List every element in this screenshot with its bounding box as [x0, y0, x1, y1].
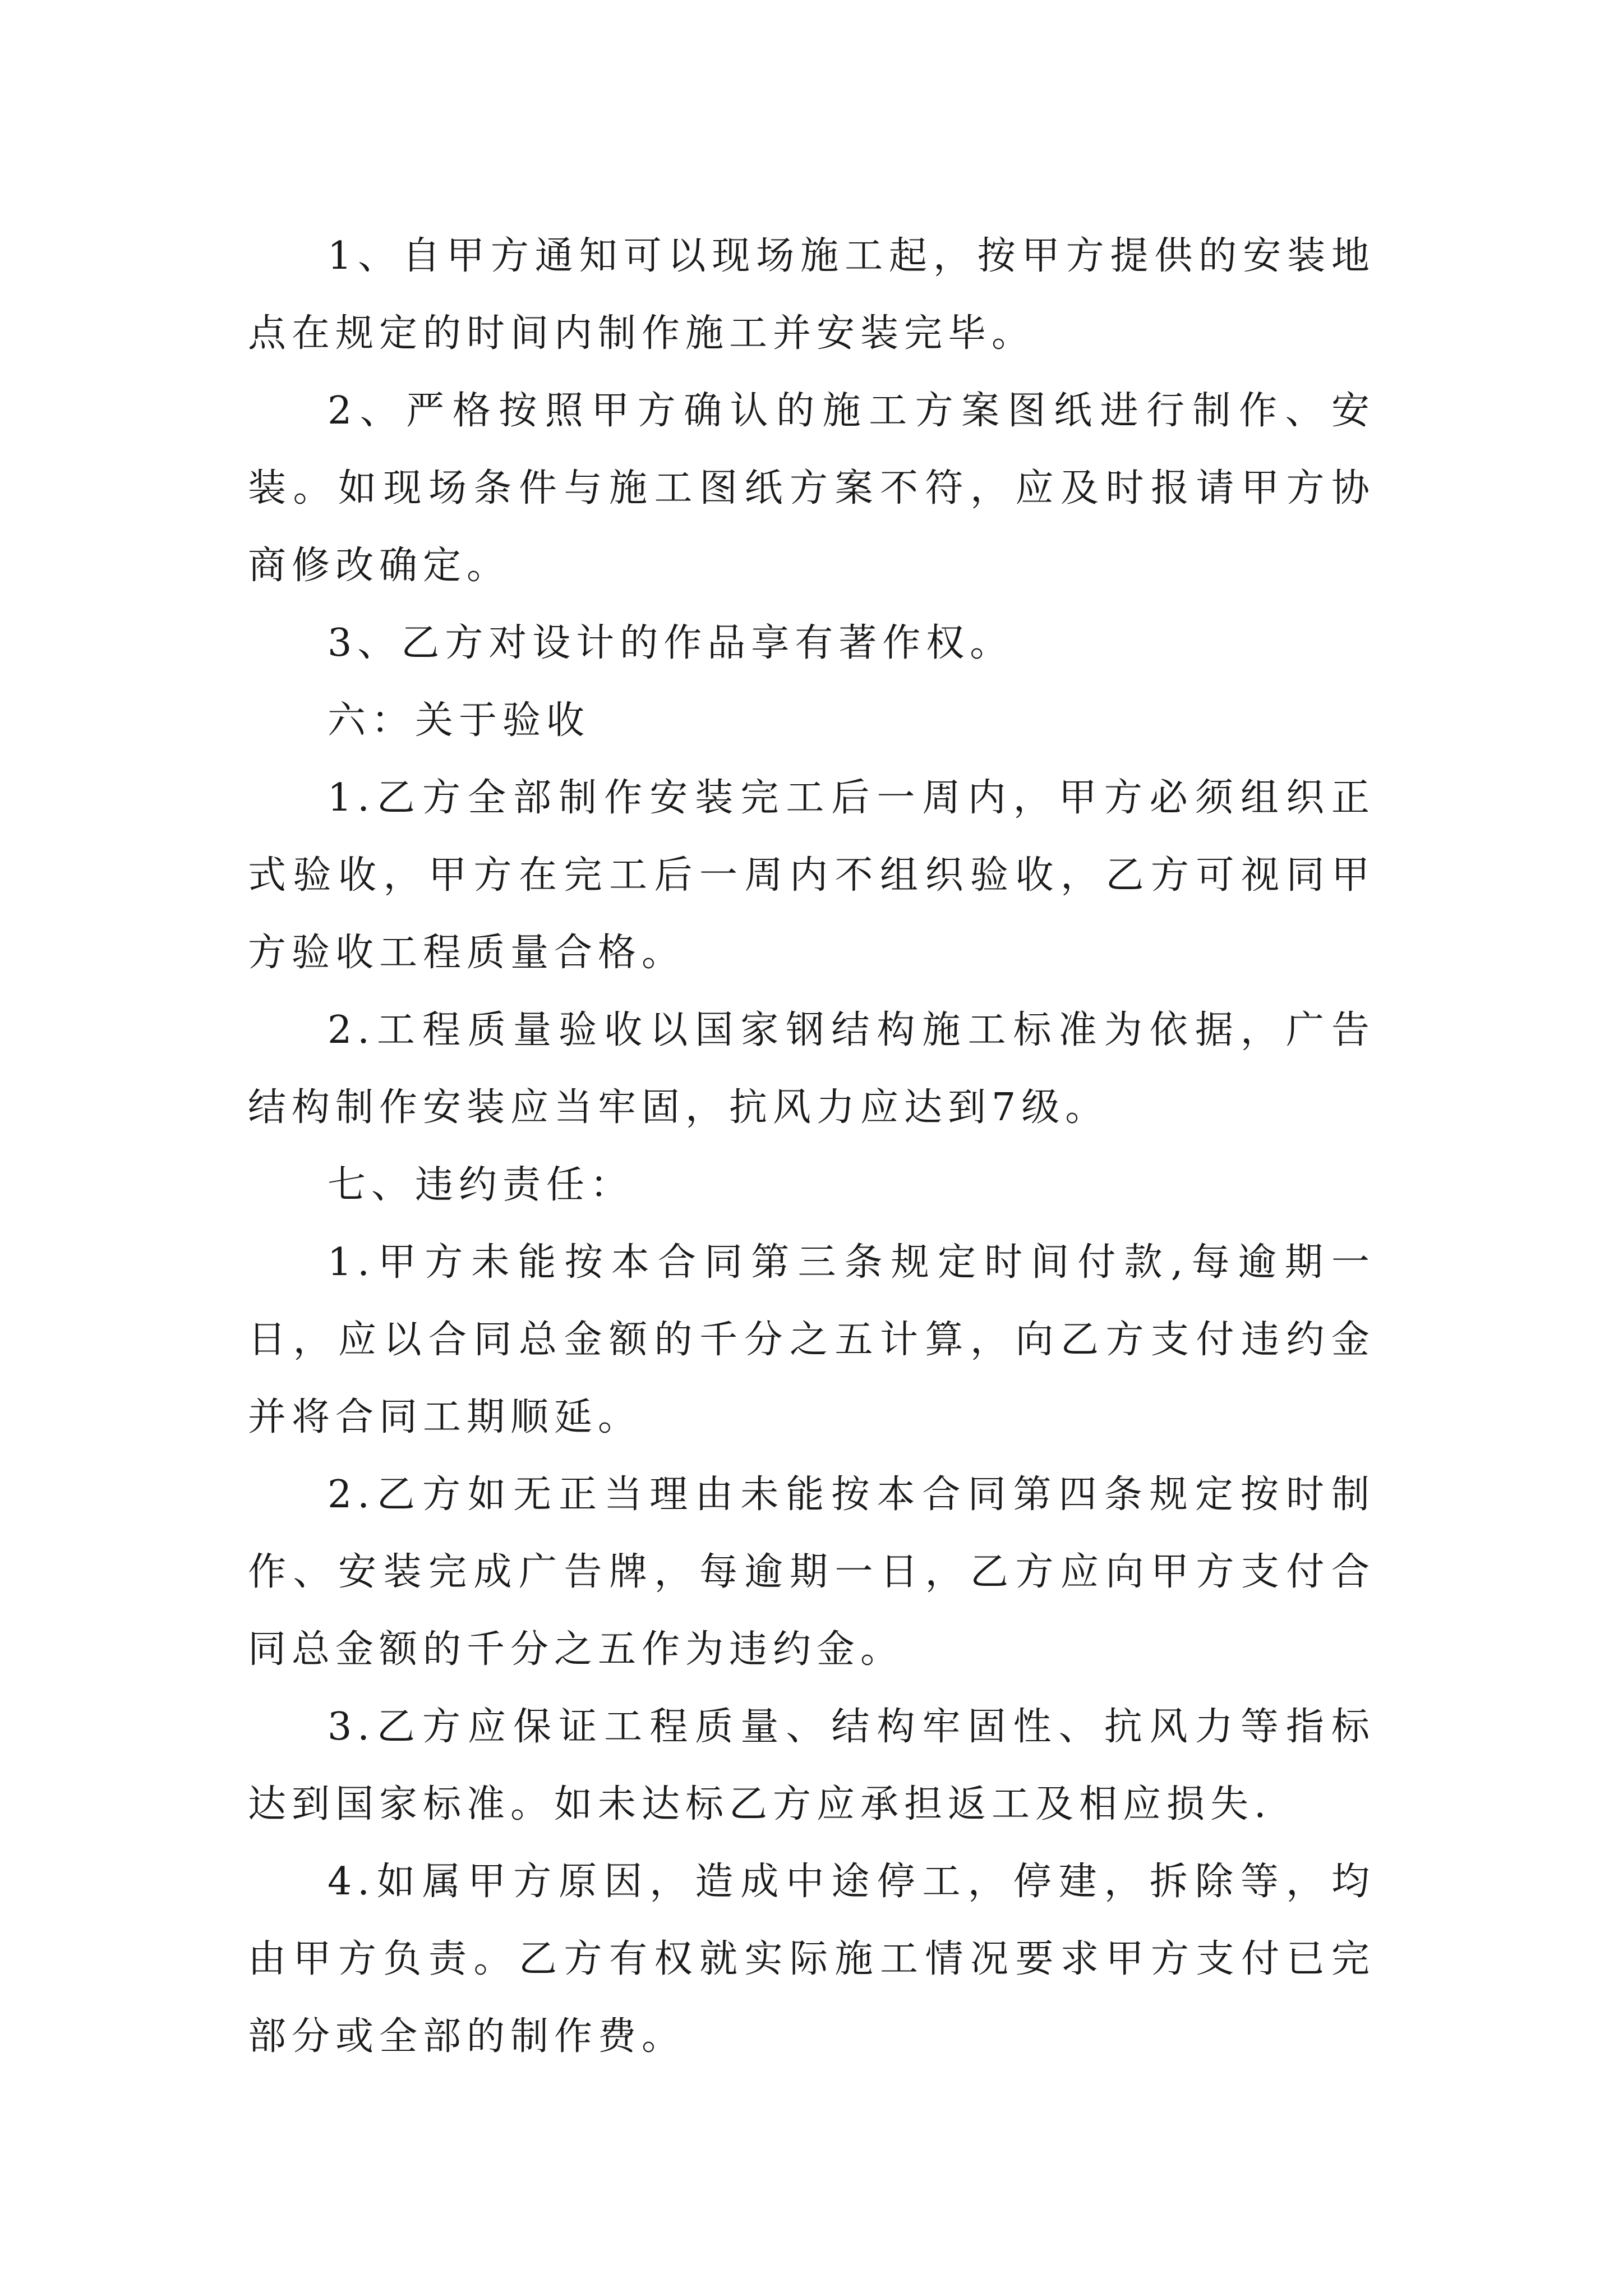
section-heading-acceptance: 六：关于验收 — [328, 698, 591, 743]
section-heading-liability: 七、违约责任： — [328, 1163, 634, 1207]
document-page — [248, 218, 1375, 2076]
paragraph-liability-2: 2.乙方如无正当理由未能按本合同第四条规定按时制作、安装完成广告牌，每逾期一日，乙方应向甲方支付合同总金额的千分之五作为违约金。 — [248, 1473, 1375, 1672]
paragraph-copyright: 3、乙方对设计的作品享有著作权。 — [328, 621, 1014, 665]
paragraph-install-plan: 2、严格按照甲方确认的施工方案图纸进行制作、安装。如现场条件与施工图纸方案不符，应及时报请甲方协商修改确定。 — [248, 389, 1375, 588]
paragraph-install-timeline: 1、自甲方通知可以现场施工起，按甲方提供的安装地点在规定的时间内制作施工并安装完毕。 — [248, 234, 1375, 356]
paragraph-acceptance-2: 2.工程质量验收以国家钢结构施工标准为依据，广告结构制作安装应当牢固，抗风力应达到7级。 — [248, 1008, 1375, 1130]
paragraph-acceptance-1: 1.乙方全部制作安装完工后一周内，甲方必须组织正式验收，甲方在完工后一周内不组织验收，乙方可视同甲方验收工程质量合格。 — [248, 776, 1375, 975]
paragraph-liability-4: 4.如属甲方原因，造成中途停工，停建，拆除等，均由甲方负责。乙方有权就实际施工情况要求甲方支付已完部分或全部的制作费。 — [248, 1860, 1375, 2059]
paragraph-liability-3: 3.乙方应保证工程质量、结构牢固性、抗风力等指标达到国家标准。如未达标乙方应承担返工及相应损失. — [248, 1705, 1375, 1826]
paragraph-liability-1: 1.甲方未能按本合同第三条规定时间付款,每逾期一日，应以合同总金额的千分之五计算，向乙方支付违约金并将合同工期顺延。 — [248, 1240, 1375, 1439]
